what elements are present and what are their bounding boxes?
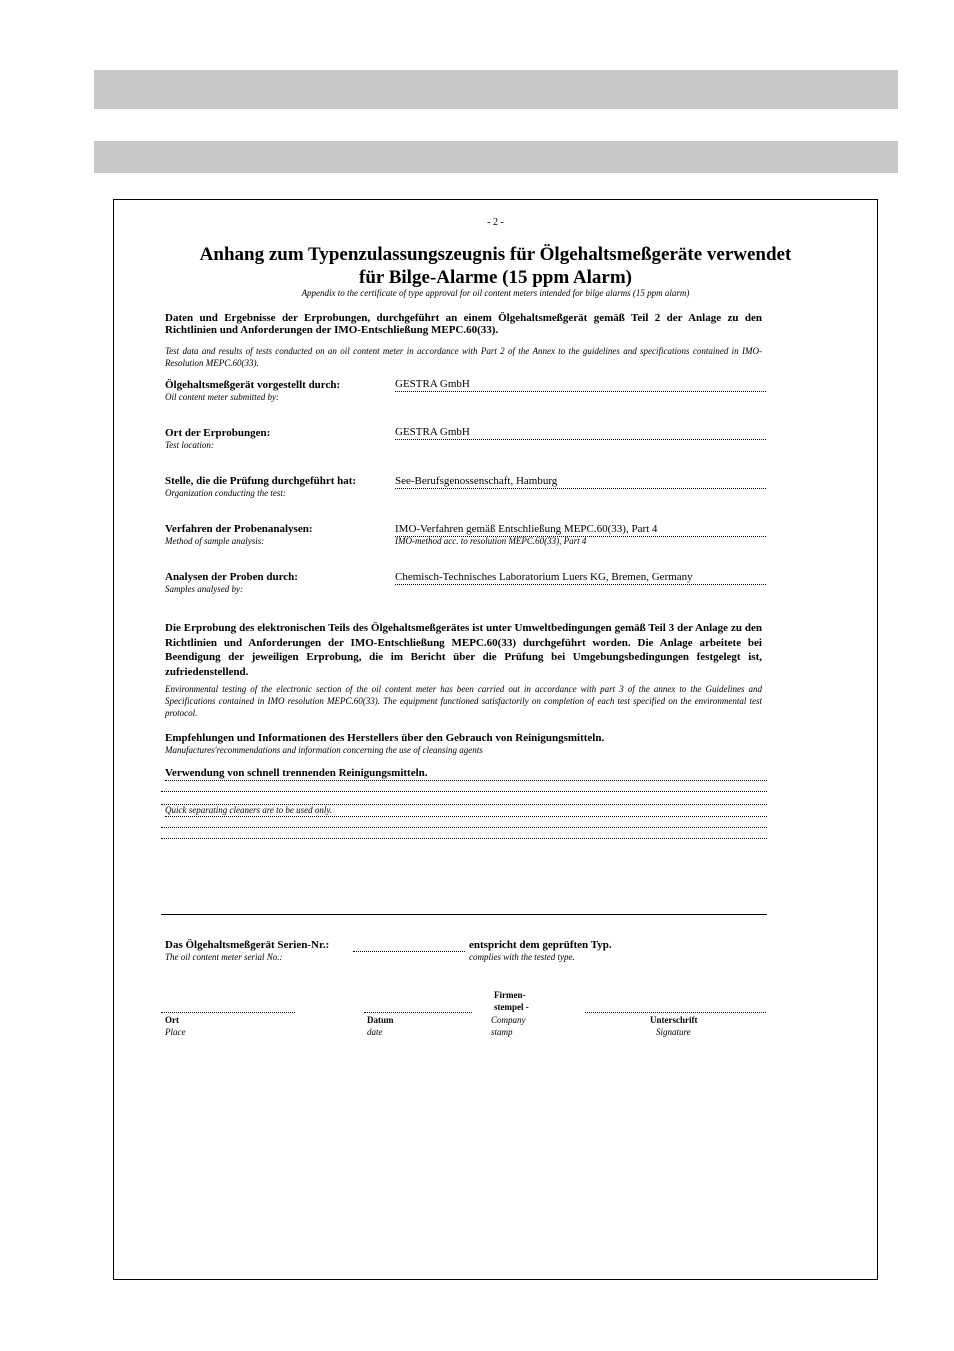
field-method-label: Verfahren der Probenanalysen: xyxy=(165,523,313,535)
serial-number-line xyxy=(353,951,465,952)
place-label-en: Place xyxy=(165,1027,186,1037)
title-line-2: für Bilge-Alarme (15 ppm Alarm) xyxy=(359,267,632,288)
environmental-en: Environmental testing of the electronic section of the oil content meter has been carried out in accordance with part 3 of the annex to the Guidelines and Specifications contained in IMO resolution MEPC.60(33). The equipment functioned satisfactorily on completion of each test specified on the environmental test protocol. xyxy=(165,684,762,718)
field-method-value-en: IMO-method acc. to resolution MEPC.60(33), Part 4 xyxy=(395,536,587,546)
document-title xyxy=(114,243,877,289)
title-line-1: Anhang zum Typenzulassungszeugnis für Ölgehaltsmeßgeräte verwendet xyxy=(199,244,792,265)
field-submitted-label-en: Oil content meter submitted by: xyxy=(165,392,279,402)
usage-de: Verwendung von schnell trennenden Reinigungsmitteln. xyxy=(165,766,767,781)
field-analysed-label-en: Samples analysed by: xyxy=(165,584,243,594)
blank-line-3 xyxy=(161,827,767,828)
field-submitted-value: GESTRA GmbH xyxy=(395,378,766,392)
field-organization-value: See-Berufsgenossenschaft, Hamburg xyxy=(395,475,766,489)
intro-en: Test data and results of tests conducted on an oil content meter in accordance with Part 2 of the Annex to the guidelines and specifications contained in IMO-Resolution MEPC.60(33). xyxy=(165,346,762,368)
stamp-label-en-1: Company xyxy=(491,1015,526,1025)
field-location-label-en: Test location: xyxy=(165,440,214,450)
field-method-label-en: Method of sample analysis: xyxy=(165,536,265,546)
date-label-en: date xyxy=(367,1027,383,1037)
separator-line xyxy=(161,914,767,915)
header-band-bottom xyxy=(94,141,898,173)
field-location-label: Ort der Erprobungen: xyxy=(165,427,271,439)
place-line xyxy=(161,1012,295,1013)
field-method-value: IMO-Verfahren gemäß Entschließung MEPC.60(33), Part 4 xyxy=(395,523,766,537)
intro-de: Daten und Ergebnisse der Erprobungen, durchgeführt an einem Ölgehaltsmeßgerät gemäß Teil 2 der Anlage zu den Richtlinien und Anforderungen der IMO-Entschließung MEPC.60(33). xyxy=(165,312,762,336)
field-organization-label: Stelle, die die Prüfung durchgeführt hat: xyxy=(165,475,357,487)
blank-line-4 xyxy=(161,838,767,839)
environmental-de: Die Erprobung des elektronischen Teils des Ölgehaltsmeßgerätes ist unter Umweltbedingungen gemäß Teil 3 der Anlage zu den Richtlinien und Anforderungen der IMO-Entschließung MEPC.60(33) durchgeführt worden. Die Anlage arbeitete bei Beendigung der jeweiligen Erprobung, die im Bericht über die Prüfung bei Umgebungsbedingungen festgelegt ist, zufriedenstellend. xyxy=(165,622,762,678)
field-submitted-label: Ölgehaltsmeßgerät vorgestellt durch: xyxy=(165,379,341,391)
date-label: Datum xyxy=(367,1015,394,1025)
field-organization-label-en: Organization conducting the test: xyxy=(165,488,286,498)
page-number: - 2 - xyxy=(487,217,504,228)
signature-line xyxy=(585,1012,766,1013)
complies-label-en: complies with the tested type. xyxy=(469,952,575,962)
field-location-value: GESTRA GmbH xyxy=(395,426,766,440)
recommendations-de: Empfehlungen und Informationen des Herstellers über den Gebrauch von Reinigungsmitteln. xyxy=(165,732,605,744)
stamp-label-1: Firmen- xyxy=(494,990,526,1000)
certificate-page xyxy=(113,199,878,1280)
recommendations-en: Manufactures'recommendations and information concerning the use of cleansing agents xyxy=(165,745,483,755)
blank-line-1 xyxy=(161,791,767,792)
signature-label: Unterschrift xyxy=(650,1015,698,1025)
usage-en: Quick separating cleaners are to be used only. xyxy=(165,805,767,817)
signature-label-en: Signature xyxy=(656,1027,691,1037)
place-label: Ort xyxy=(165,1015,179,1025)
stamp-label-en-2: stamp xyxy=(491,1027,513,1037)
header-band-top xyxy=(94,70,898,109)
complies-label: entspricht dem geprüften Typ. xyxy=(469,939,612,951)
date-line xyxy=(364,1012,472,1013)
serial-label: Das Ölgehaltsmeßgerät Serien-Nr.: xyxy=(165,939,330,951)
serial-label-en: The oil content meter serial No.: xyxy=(165,952,283,962)
stamp-label-2: stempel - xyxy=(494,1002,529,1012)
document-subtitle: Appendix to the certificate of type approval for oil content meters intended for bilge alarms (15 ppm alarm) xyxy=(301,288,690,298)
field-analysed-label: Analysen der Proben durch: xyxy=(165,571,298,583)
field-analysed-value: Chemisch-Technisches Laboratorium Luers KG, Bremen, Germany xyxy=(395,571,766,585)
